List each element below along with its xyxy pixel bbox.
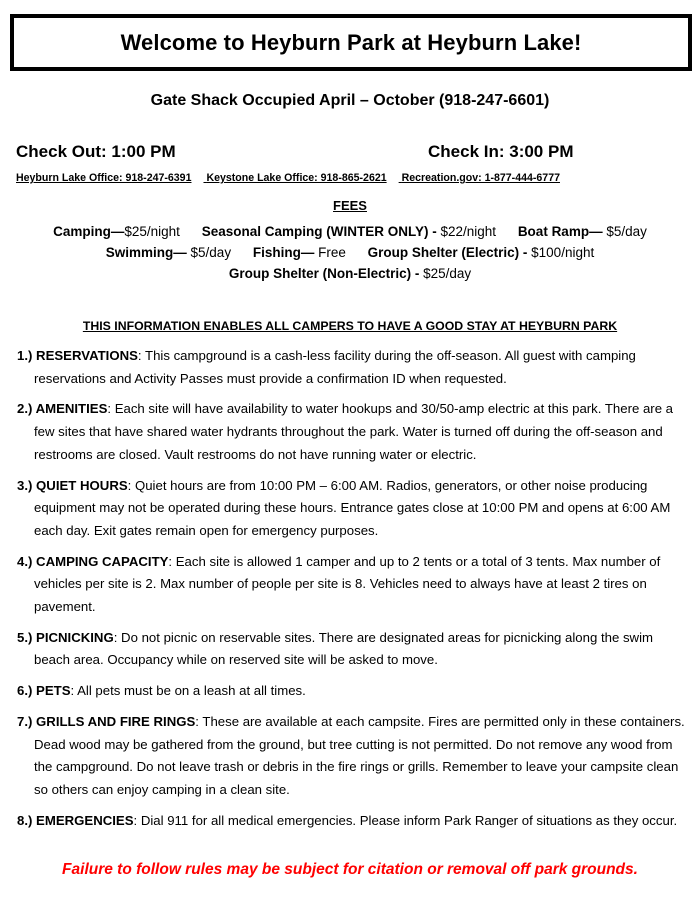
rule-camping-capacity: 4.) CAMPING CAPACITY: Each site is allowed 1 camper and up to 2 tents or a total of 3 tents. Max number of vehicles per site is 2. Max number of people per site is 8. Vehicles need to always have at least 2 tires on pavement. <box>17 553 661 615</box>
heyburn-office-phone: Heyburn Lake Office: 918-247-6391 <box>16 172 192 184</box>
fee-swimming: Swimming— $5/day <box>105 245 232 260</box>
office-phone-line <box>16 172 572 184</box>
rule-reservations: 1.) RESERVATIONS: This campground is a cash-less facility during the off-season. All guest with camping reservations and Activity Passes must provide a confirmation ID when requested. <box>17 348 636 386</box>
check-out-time: Check Out: 1:00 PM <box>16 142 176 161</box>
fees-line <box>0 266 700 281</box>
fee-camping: Camping—$25/night <box>53 224 180 239</box>
fee-fishing: Fishing— Free <box>252 245 346 260</box>
page-title: Welcome to Heyburn Park at Heyburn Lake! <box>120 29 582 55</box>
rule-pets: 6.) PETS: All pets must be on a leash at all times. <box>17 683 306 699</box>
recreation-gov-phone: Recreation.gov: 1-877-444-6777 <box>401 172 560 184</box>
fees-line <box>0 224 700 239</box>
fee-group-shelter-electric: Group Shelter (Electric) - $100/night <box>367 245 595 260</box>
gate-shack-info: Gate Shack Occupied April – October (918-247-6601) <box>150 92 550 109</box>
fees-heading: FEES <box>333 198 367 213</box>
fees-line <box>0 245 700 260</box>
rule-grills-fire-rings: 7.) GRILLS AND FIRE RINGS: These are available at each campsite. Fires are permitted only in these containers. Dead wood may be gathered from the ground, but tree cutting is not permitted. Do not remove any wood from the campground. Do not leave trash or debris in the fire rings or grills. Remember to leave your campsite clean so others can enjoy camping in a clean site. <box>17 713 685 797</box>
rule-quiet-hours: 3.) QUIET HOURS: Quiet hours are from 10:00 PM – 6:00 AM. Radios, generators, or other noise producing equipment may not be operated during these hours. Entrance gates close at 10:00 PM and opens at 6:00 AM each day. Exit gates remain open for emergency purposes. <box>17 477 671 538</box>
title-box <box>10 14 692 71</box>
keystone-office-phone: Keystone Lake Office: 918-865-2621 <box>206 172 387 184</box>
rule-amenities: 2.) AMENITIES: Each site will have availability to water hookups and 30/50-amp electric at this park. There are a few sites that have shared water hydrants throughout the park. Water is turned off during the off-season and restrooms are closed. Vault restrooms do not have running water or electric. <box>17 401 674 462</box>
check-in-time: Check In: 3:00 PM <box>428 142 574 161</box>
fee-group-shelter-non-electric: Group Shelter (Non-Electric) - $25/day <box>228 266 472 281</box>
rule-picnicking: 5.) PICNICKING: Do not picnic on reservable sites. There are designated areas for picnicking along the swim beach area. Occupancy while on reserved site will be asked to move. <box>17 629 653 668</box>
info-heading: THIS INFORMATION ENABLES ALL CAMPERS TO HAVE A GOOD STAY AT HEYBURN PARK <box>82 319 618 333</box>
warning-notice: Failure to follow rules may be subject for citation or removal off park grounds. <box>62 861 638 878</box>
rules-list <box>17 345 689 840</box>
fee-seasonal-camping: Seasonal Camping (WINTER ONLY) - $22/night <box>201 224 497 239</box>
fee-boat-ramp: Boat Ramp— $5/day <box>517 224 647 239</box>
rule-emergencies: 8.) EMERGENCIES: Dial 911 for all medical emergencies. Please inform Park Ranger of situations as they occur. <box>17 812 678 828</box>
